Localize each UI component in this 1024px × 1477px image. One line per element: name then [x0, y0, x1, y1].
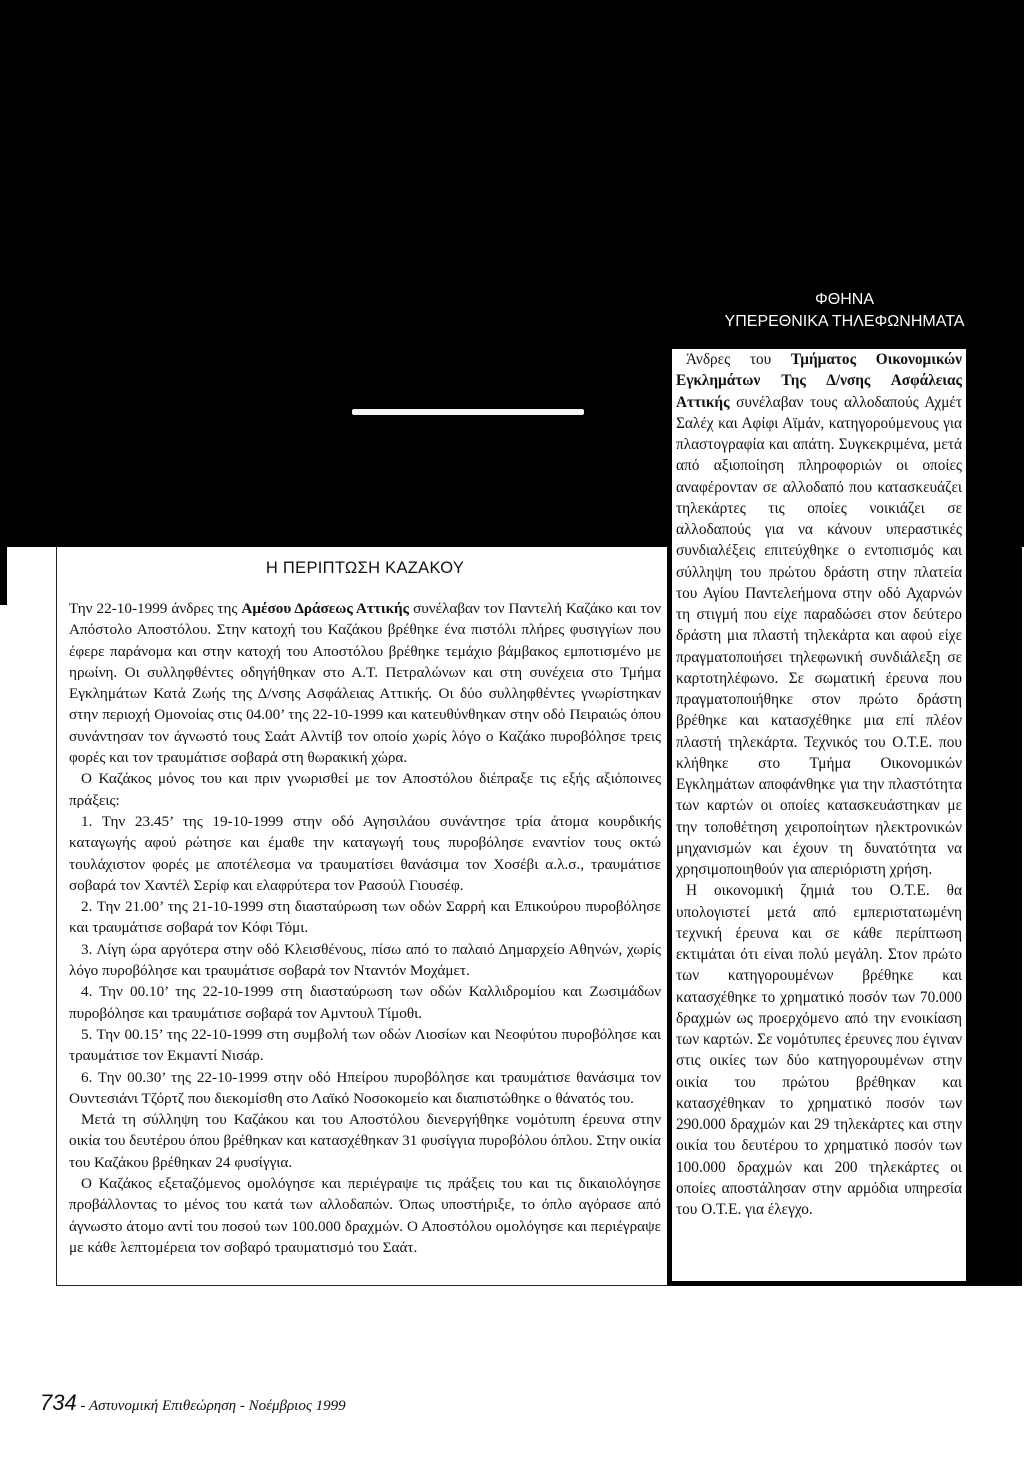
article-paragraph: 2. Την 21.00’ της 21-10-1999 στη διασταύρωση των οδών Σαρρή και Επικούρου πυροβόλησε και τραυμάτισε σοβαρά τον Κόφι Τόμι. — [69, 898, 661, 937]
publication-info: - Αστυνομική Επιθεώρηση - Νοέμβριος 1999 — [80, 1398, 346, 1414]
kazakos-article — [56, 547, 668, 1286]
article-paragraph — [676, 349, 962, 880]
page-edge — [0, 505, 7, 605]
sidebar-title-line1: ΦΘΗΝΑ — [815, 291, 874, 308]
page-number: 734 — [40, 1390, 77, 1415]
sidebar-title-line2: ΥΠΕΡΕΘΝΙΚΑ ΤΗΛΕΦΩΝΗΜΑΤΑ — [724, 313, 965, 330]
photo-detail — [352, 409, 584, 415]
sidebar-body — [676, 349, 962, 1220]
article-title: Η ΠΕΡΙΠΤΩΣΗ ΚΑΖΑΚΟΥ — [265, 559, 465, 577]
text-run: Την 22-10-1999 άνδρες της — [69, 600, 242, 617]
text-run: συνέλαβαν τους αλλοδαπούς Αχμέτ Σαλέχ και Αφίφι Αϊμάν, κατηγορούμενους για πλαστογραφία και απάτη. Συγκεκριμένα, μετά από αξιοποίηση πληροφοριών οι οποίες αναφέρονταν σε αλλοδαπό που κατασκευάζει τηλεκάρτες τις οποίες νοικιάζει σε αλλοδαπούς για να κάνουν υπεραστικές συνδιαλέξεις επιτεύχθηκε ο εντοπισμός και σύλληψη του πρώτου δράστη στην πλατεία του Αγίου Παντελεήμονα στην οδό Αχαρνών τη στιγμή που είχε παραδώσει στον δεύτερο δράστη μια πλαστή τηλεκάρτα και αφού είχε πραγματοποιήσει τηλεφωνική συνδιάλεξη σε καρτοτηλέφωνο. Σε σωματική έρευνα που πραγματοποιήθηκε στον πρώτο δράστη βρέθηκε και κατασχέθηκε μια επί πλέον πλαστή τηλεκάρτα. Τεχνικός του Ο.Τ.Ε. που κλήθηκε στο Τμήμα Οικονομικών Εγκλημάτων αποφάνθηκε για την πλαστότητα των καρτών οι οποίες κατασκευάστηκαν με την τοποθέτηση χειροποίητων ηλεκτρονικών μηχανισμών και έχουν τη δυνατότητα να χρησιμοποιηθούν για απεριόριστη χρήση. — [676, 393, 962, 878]
bold-text: Τμήματος Οικονομικών Εγκλημάτων Της Δ/νσης Ασφάλειας Αττικής — [676, 351, 963, 411]
article-paragraph — [69, 598, 661, 768]
page-footer — [40, 1390, 346, 1416]
article-paragraph: 3. Λίγη ώρα αργότερα στην οδό Κλεισθένους, πίσω από το παλαιό Δημαρχείο Αθηνών, χωρίς λόγο πυροβόλησε και τραυμάτισε σοβαρά τον Νταντόν Μοχάμετ. — [69, 940, 661, 980]
text-run: Άνδρες του — [686, 351, 791, 368]
text-run: συνέλαβαν τον Παντελή Καζάκο και τον Απόστολο Αποστόλου. Στην κατοχή του Καζάκου βρέθηκε ένα πιστόλι πλήρες φυσιγγίων που έφερε παράνομα και στην κατοχή του Αποστόλου βρέθηκε τεμάχιο βάμβακος εμποτισμένο με ηρωίνη. Οι συλληφθέντες οδηγήθηκαν στο Α.Τ. Πετραλώνων και στη συνέχεια στο Τμήμα Εγκλημάτων Κατά Ζωής της Δ/νσης Ασφάλειας Αττικής. Οι δύο συλληφθέντες γνωρίστηκαν στην περιοχή Ομονοίας στις 04.00’ της 22-10-1999 και κατευθύνθηκαν στην οδό Πειραιώς όπου συνάντησαν τον άγνωστό τους Σαάτ Αλντίβ τον οποίο χωρίς λόγο ο Καζάκο πυροβόλησε τρεις φορές και τον τραυμάτισε σοβαρά στη θωρακική χώρα. — [69, 600, 661, 767]
sidebar-header — [667, 283, 1022, 338]
article-paragraph: Μετά τη σύλληψη του Καζάκου και του Αποστόλου διενεργήθηκε νομότυπη έρευνα στην οικία του δευτέρου όπου βρέθηκαν και κατασχέθηκαν 31 φυσίγγια πυροβόλου όπλου. Στην οικία του Καζάκου βρέθηκαν 24 φυσίγγια. — [69, 1111, 661, 1171]
article-paragraph: 1. Την 23.45’ της 19-10-1999 στην οδό Αγησιλάου συνάντησε τρία άτομα κουρδικής καταγωγής αφού ρώτησε και έμαθε την καταγωγή τους πυροβόλησε εναντίον τους οκτώ τουλάχιστον φορές με αποτέλεσμα να τραυματίσει θανάσιμα τον Χοσέβι α.λ.σ., τραυμάτισε σοβαρά τον Χαντέλ Σερίφ και ελαφρύτερα τον Ρασούλ Γιουσέφ. — [69, 812, 661, 894]
article-paragraph: 5. Την 00.15’ της 22-10-1999 στη συμβολή των οδών Λιοσίων και Νεοφύτου πυροβόλησε και τραυμάτισε τον Εκμαντί Νισάρ. — [69, 1025, 661, 1065]
article-paragraph: Ο Καζάκος μόνος του και πριν γνωρισθεί με τον Αποστόλου διέπραξε τις εξής αξιόποινες πράξεις: — [69, 770, 661, 809]
article-paragraph: 6. Την 00.30’ της 22-10-1999 στην οδό Ηπείρου πυροβόλησε και τραυμάτισε θανάσιμα τον Ουντεσιάνι Τζόρτζ που διεκομίσθη στο Λαϊκό Νοσοκομείο και διαπιστώθηκε ο θάνατός του. — [69, 1068, 661, 1107]
article-body — [69, 598, 661, 1258]
article-paragraph: 4. Την 00.10’ της 22-10-1999 στη διασταύρωση των οδών Καλλιδρομίου και Ζωσιμάδων πυροβόλησε και τραυμάτισε σοβαρά τον Αμντουλ Τίμοθι. — [69, 983, 661, 1022]
phonecard-article — [672, 349, 966, 1281]
article-paragraph: Ο Καζάκος εξεταζόμενος ομολόγησε και περιέγραψε τις πράξεις του και τις δικαιολόγησε προβάλλοντας το μένος του κατά των αλλοδαπών. Όπως υποστήριξε, το όπλο αγόρασε από άγνωστο άτομο αντί του ποσού των 100.000 δραχμών. Ο Αποστόλου ομολόγησε και περιέγραψε με κάθε λεπτομέρεια τον σοβαρό τραυματισμό του Σαάτ. — [69, 1175, 661, 1256]
bold-text: Αμέσου Δράσεως Αττικής — [241, 600, 410, 617]
article-paragraph: Η οικονομική ζημιά του Ο.Τ.Ε. θα υπολογιστεί μετά από εμπεριστατωμένη τεχνική έρευνα και σε κάθε περίπτωση εκτιμάται ότι είναι πολύ μεγάλη. Στον πρώτο των κατηγορουμένων βρέθηκε και κατασχέθηκε το χρηματικό ποσόν των 70.000 δραχμών ως προερχόμενο από την ενοικίαση των καρτών. Σε νομότυπες έρευνες που έγιναν στις οικίες των δύο κατηγορουμένων στην οικία του πρώτου βρέθηκαν και κατασχέθηκαν το χρηματικό ποσόν των 290.000 δραχμών και 29 τηλεκάρτες και στην οικία του δευτέρου το χρηματικό ποσόν των 100.000 δραχμών και 200 τηλεκάρτες οι οποίες αποστάλησαν στην αρμόδια υπηρεσία του Ο.Τ.Ε. για έλεγχο. — [676, 882, 962, 1218]
